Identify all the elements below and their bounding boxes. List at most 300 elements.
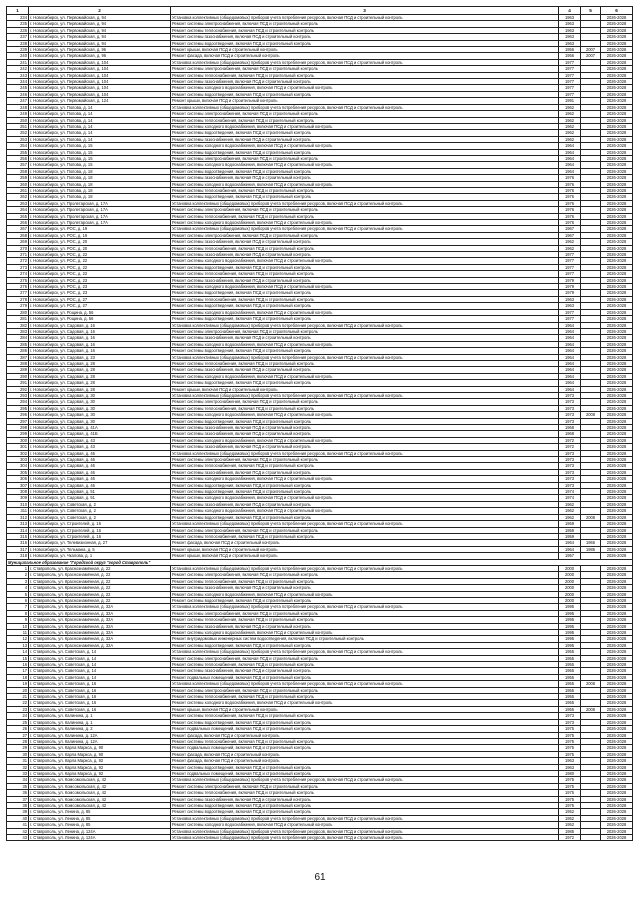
table-cell: 313 xyxy=(7,521,29,527)
table-cell: 276 xyxy=(7,284,29,290)
table-cell: 296 xyxy=(7,412,29,418)
table-cell: Ремонт системы водоотведения, включая ПСД и строительный контроль xyxy=(171,348,559,354)
table-cell: 309 xyxy=(7,495,29,501)
table-cell: г. Ставрополь, ул. Краснознамённая, д. 22 xyxy=(29,578,171,584)
header-cell: 1 xyxy=(7,7,29,15)
table-cell: 1995 xyxy=(559,630,581,636)
table-cell: Ремонт системы холодного водоснабжения, включая ПСД и строительный контроль xyxy=(171,700,559,706)
table-cell: Ремонт фасада, включая ПСД и строительный контроль xyxy=(171,732,559,738)
table-cell: 1964 xyxy=(559,373,581,379)
table-cell: г. Ставрополь, ул. Советская, д. 16 xyxy=(29,687,171,693)
table-cell: 24 xyxy=(7,713,29,719)
table-cell: Ремонт системы теплоснабжения, включая ПСД и строительный контроль xyxy=(171,578,559,584)
table-cell: 1956 xyxy=(559,53,581,59)
table-cell: г. Новосибирск, ул. Пролетарская, д. 17А xyxy=(29,213,171,219)
table-cell: Ремонт системы электроснабжения, включая ПСД и строительный контроль xyxy=(171,687,559,693)
table-cell: 2026-2028 xyxy=(601,162,633,168)
table-cell: 1977 xyxy=(559,252,581,258)
table-cell: г. Ставрополь, ул. Калинина, д. 12А xyxy=(29,732,171,738)
table-cell: 2026-2028 xyxy=(601,187,633,193)
table-cell: Ремонт системы холодного водоснабжения, включая ПСД и строительный контроль xyxy=(171,412,559,418)
table-cell: 2026-2028 xyxy=(601,392,633,398)
table-cell: Ремонт системы водоотведения, включая ПСД и строительный контроль xyxy=(171,809,559,815)
table-cell: 259 xyxy=(7,175,29,181)
table-cell: Ремонт системы водоотведения, включая ПСД и строительный контроль xyxy=(171,264,559,270)
table-cell: 252 xyxy=(7,130,29,136)
table-cell: 2026-2028 xyxy=(601,533,633,539)
table-cell: Ремонт крыши, включая ПСД и строительный контроль xyxy=(171,47,559,53)
table-cell: 31 xyxy=(7,758,29,764)
table-cell: 302 xyxy=(7,450,29,456)
table-cell: 1966 xyxy=(581,540,601,546)
table-cell: г. Новосибирск, ул. Садовая, д. 41А xyxy=(29,425,171,431)
table-cell: 1963 xyxy=(559,34,581,40)
table-cell: 1977 xyxy=(559,85,581,91)
table-cell: г. Ставрополь, ул. Советская, д. 16 xyxy=(29,681,171,687)
table-cell: 1979 xyxy=(559,277,581,283)
table-cell: Ремонт системы холодного водоснабжения, включая ПСД и строительный контроль xyxy=(171,284,559,290)
table-cell: 2008 xyxy=(581,681,601,687)
table-cell: 1962 xyxy=(559,104,581,110)
table-cell: г. Новосибирск, ул. Попова, д. 14 xyxy=(29,136,171,142)
table-cell: г. Новосибирск, ул. Попова, д. 15 xyxy=(29,155,171,161)
table-cell: Ремонт системы водоотведения, включая ПСД и строительный контроль xyxy=(171,764,559,770)
table-cell: 17 xyxy=(7,668,29,674)
table-cell: 2026-2028 xyxy=(601,764,633,770)
table-cell: 1975 xyxy=(559,726,581,732)
table-cell: 267 xyxy=(7,226,29,232)
table-cell: г. Новосибирск, ул. Садовая, д. 30 xyxy=(29,399,171,405)
table-cell: г. Новосибирск, ул. РОС, д. 23 xyxy=(29,284,171,290)
table-cell: Ремонт системы газоснабжения, включая ПСД и строительный контроль xyxy=(171,796,559,802)
table-cell: 2026-2028 xyxy=(601,482,633,488)
table-cell: г. Ставрополь, ул. Советская, д. 16 xyxy=(29,700,171,706)
table-cell: 1979 xyxy=(559,290,581,296)
table-cell: г. Новосибирск, ул. Первомайская, д. 94 xyxy=(29,27,171,33)
table-cell: Ремонт фасада, включая ПСД и строительный контроль xyxy=(171,751,559,757)
table-cell: 1976 xyxy=(559,220,581,226)
table-cell: г. Новосибирск, ул. Садовая, д. 16 xyxy=(29,341,171,347)
table-cell: 306 xyxy=(7,476,29,482)
table-cell: 1977 xyxy=(559,91,581,97)
table-cell: 2026-2028 xyxy=(601,252,633,258)
table-cell: г. Ставрополь, ул. Комсомольская, д. 42 xyxy=(29,802,171,808)
table-cell: Ремонт подвальных помещений, включая ПСД и строительный контроль xyxy=(171,726,559,732)
table-cell: 2026-2028 xyxy=(601,540,633,546)
table-cell: 30 xyxy=(7,751,29,757)
table-cell: Ремонт системы теплоснабжения, включая ПСД и строительный контроль xyxy=(171,713,559,719)
table-cell: 10 xyxy=(7,623,29,629)
table-cell: 1962 xyxy=(559,245,581,251)
table-cell: 1979 xyxy=(559,284,581,290)
table-cell: г. Новосибирск, ул. РОС, д. 19 xyxy=(29,226,171,232)
table-cell: 1955 xyxy=(559,655,581,661)
table-cell: 1995 xyxy=(559,642,581,648)
table-cell: 281 xyxy=(7,316,29,322)
table-cell: 1977 xyxy=(559,79,581,85)
table-cell: Ремонт системы электроснабжения, включая ПСД и строительный контроль xyxy=(171,610,559,616)
table-cell: Ремонт системы холодного водоснабжения, включая ПСД и строительный контроль xyxy=(171,143,559,149)
table-cell: 269 xyxy=(7,239,29,245)
table-cell: Ремонт системы теплоснабжения, включая ПСД и строительный контроль xyxy=(171,738,559,744)
table-cell: 250 xyxy=(7,117,29,123)
table-cell: г. Новосибирск, ул. Рощина, д. 56 xyxy=(29,309,171,315)
table-cell: 1975 xyxy=(559,783,581,789)
table-cell: 235 xyxy=(7,21,29,27)
table-cell: Ремонт системы электроснабжения, включая ПСД и строительный контроль xyxy=(171,21,559,27)
table-cell: Ремонт системы холодного водоснабжения, включая ПСД и строительный контроль xyxy=(171,373,559,379)
table-cell: 1973 xyxy=(559,418,581,424)
table-cell: 1964 xyxy=(559,322,581,328)
table-cell: 2026-2028 xyxy=(601,130,633,136)
table-cell: 260 xyxy=(7,181,29,187)
table-cell: 2026-2028 xyxy=(601,630,633,636)
table-cell: г. Ставрополь, ул. Ленина, д. 85 xyxy=(29,809,171,815)
table-cell: 2026-2028 xyxy=(601,418,633,424)
table-cell: 2026-2028 xyxy=(601,610,633,616)
table-cell: г. Ставрополь, ул. Краснознамённая, д. 22 xyxy=(29,572,171,578)
table-cell: 1955 xyxy=(559,668,581,674)
table-cell: Ремонт системы газоснабжения, включая ПСД и строительный контроль xyxy=(171,431,559,437)
table-cell: г. Новосибирск, ул. Садовая, д. 28 xyxy=(29,373,171,379)
table-cell: г. Новосибирск, ул. Рощина, д. 56 xyxy=(29,316,171,322)
table-cell: 1995 xyxy=(559,623,581,629)
table-cell: г. Новосибирск, ул. Садовая, д. 46 xyxy=(29,469,171,475)
table-cell: 2026-2028 xyxy=(601,373,633,379)
table-cell: г. Новосибирск, ул. РОС, д. 23 xyxy=(29,277,171,283)
table-cell: Ремонт системы газоснабжения, включая ПСД и строительный контроль xyxy=(171,501,559,507)
table-cell: Ремонт системы теплоснабжения, включая ПСД и строительный контроль xyxy=(171,245,559,251)
table-cell: г. Новосибирск, ул. Первомайская, д. 104 xyxy=(29,91,171,97)
table-cell: 2026-2028 xyxy=(601,117,633,123)
table-cell: 2026-2028 xyxy=(601,476,633,482)
table-cell: Ремонт системы теплоснабжения, включая ПСД и строительный контроль xyxy=(171,533,559,539)
table-cell: 297 xyxy=(7,418,29,424)
table-cell: 1977 xyxy=(559,309,581,315)
table-cell: Ремонт системы водоотведения, включая ПСД и строительный контроль xyxy=(171,290,559,296)
table-cell: 261 xyxy=(7,187,29,193)
table-cell: г. Ставрополь, ул. Краснознамённая, д. 32А xyxy=(29,617,171,623)
table-cell: 2026-2028 xyxy=(601,380,633,386)
table-cell: Установка коллективных (общедомовых) приборов учета потребления ресурсов, включая ПСД и строительный контроль xyxy=(171,777,559,783)
table-cell: г. Новосибирск, ул. Садовая, д. 16 xyxy=(29,328,171,334)
table-cell: г. Ставрополь, ул. Советская, д. 14 xyxy=(29,649,171,655)
table-cell: 2026-2028 xyxy=(601,149,633,155)
table-cell: 244 xyxy=(7,79,29,85)
table-cell: Ремонт системы газоснабжения, включая ПСД и строительный контроль xyxy=(171,469,559,475)
table-cell: г. Новосибирск, ул. Чкалова, д. 1 xyxy=(29,553,171,559)
table-cell: 2026-2028 xyxy=(601,271,633,277)
table-cell: 1964 xyxy=(559,360,581,366)
table-cell: 2008 xyxy=(581,514,601,520)
table-cell: 251 xyxy=(7,123,29,129)
table-cell: 2026-2028 xyxy=(601,662,633,668)
table-cell: 1973 xyxy=(559,392,581,398)
table-cell: 1975 xyxy=(559,732,581,738)
table-cell: 2026-2028 xyxy=(601,706,633,712)
table-cell: г. Новосибирск, ул. РОС, д. 27 xyxy=(29,296,171,302)
table-cell: г. Новосибирск, ул. Садовая, д. 28 xyxy=(29,367,171,373)
table-cell: 1964 xyxy=(559,380,581,386)
table-cell: 2026-2028 xyxy=(601,168,633,174)
table-body xyxy=(7,15,633,841)
table-cell: 2026-2028 xyxy=(601,98,633,104)
table-cell: 1959 xyxy=(559,521,581,527)
table-cell: 301 xyxy=(7,444,29,450)
table-cell: Ремонт системы электроснабжения, включая ПСД и строительный контроль xyxy=(171,232,559,238)
table-cell: 1964 xyxy=(559,348,581,354)
table-cell: 2026-2028 xyxy=(601,681,633,687)
table-cell: Ремонт фасада, включая ПСД и строительный контроль xyxy=(171,540,559,546)
table-cell: 1952 xyxy=(559,809,581,815)
table-cell: 2026-2028 xyxy=(601,194,633,200)
table-cell: 1963 xyxy=(559,764,581,770)
table-cell: 1955 xyxy=(559,694,581,700)
table-cell: 16 xyxy=(7,662,29,668)
repair-schedule-table xyxy=(6,6,633,841)
table-cell: Ремонт системы газоснабжения, включая ПСД и строительный контроль xyxy=(171,585,559,591)
table-cell: 12 xyxy=(7,636,29,642)
table-cell: 32 xyxy=(7,764,29,770)
table-cell: 298 xyxy=(7,425,29,431)
table-cell: г. Новосибирск, ул. Пролетарская, д. 17А xyxy=(29,207,171,213)
table-cell: 1955 xyxy=(559,706,581,712)
table-cell: Ремонт системы холодного водоснабжения, включая ПСД и строительный контроль xyxy=(171,162,559,168)
table-cell: 1964 xyxy=(559,143,581,149)
table-cell: 2026-2028 xyxy=(601,354,633,360)
table-cell: г. Новосибирск, ул. РОС, д. 22 xyxy=(29,252,171,258)
header-cell: 3 xyxy=(171,7,559,15)
table-cell: Ремонт крыши, включая ПСД и строительный контроль xyxy=(171,98,559,104)
document-sheet xyxy=(6,6,632,841)
table-cell: 2026-2028 xyxy=(601,572,633,578)
table-cell: 2026-2028 xyxy=(601,284,633,290)
table-cell: 2026-2028 xyxy=(601,591,633,597)
table-cell: 25 xyxy=(7,719,29,725)
table-cell: 1975 xyxy=(559,777,581,783)
table-cell: Ремонт системы водоотведения, включая ПСД и строительный контроль xyxy=(171,303,559,309)
table-cell: 1962 xyxy=(559,123,581,129)
table-cell: 20 xyxy=(7,687,29,693)
table-cell: 1962 xyxy=(559,508,581,514)
table-cell: 1962 xyxy=(559,130,581,136)
table-cell: Ремонт крыши, включая ПСД и строительный контроль xyxy=(171,386,559,392)
table-cell: г. Ставрополь, ул. Карла Маркса, д. 92 xyxy=(29,764,171,770)
table-cell: 266 xyxy=(7,220,29,226)
table-cell: 1962 xyxy=(559,117,581,123)
table-cell: 1976 xyxy=(559,187,581,193)
table-cell: 2026-2028 xyxy=(601,649,633,655)
table-cell: Ремонт системы электроснабжения, включая ПСД и строительный контроль xyxy=(171,155,559,161)
table-cell: 314 xyxy=(7,527,29,533)
table-cell: 1964 xyxy=(559,162,581,168)
table-cell: 2026-2028 xyxy=(601,59,633,65)
table-cell: г. Ставрополь, ул. Советская, д. 14 xyxy=(29,655,171,661)
table-cell: 277 xyxy=(7,290,29,296)
table-cell: 1963 xyxy=(559,21,581,27)
table-cell: г. Новосибирск, ул. Садовая, д. 46 xyxy=(29,457,171,463)
table-cell: 2026-2028 xyxy=(601,437,633,443)
table-cell: 1967 xyxy=(559,232,581,238)
table-cell: г. Новосибирск, ул. РОС, д. 22 xyxy=(29,271,171,277)
table-cell: Ремонт системы теплоснабжения, включая ПСД и строительный контроль xyxy=(171,271,559,277)
table-cell: 258 xyxy=(7,168,29,174)
table-cell: 1977 xyxy=(559,59,581,65)
table-cell: 1964 xyxy=(559,168,581,174)
table-cell: 2026-2028 xyxy=(601,386,633,392)
table-cell: 13 xyxy=(7,642,29,648)
table-cell: 278 xyxy=(7,296,29,302)
table-cell: Установка коллективных (общедомовых) приборов учета потребления ресурсов, включая ПСД и строительный контроль xyxy=(171,450,559,456)
table-cell: г. Новосибирск, ул. Первомайская, д. 104 xyxy=(29,59,171,65)
table-cell: 1955 xyxy=(559,662,581,668)
table-cell: 9 xyxy=(7,617,29,623)
table-cell: г. Ставрополь, ул. Калинина, д. 2 xyxy=(29,726,171,732)
table-cell: Ремонт крыши, включая ПСД и строительный контроль xyxy=(171,553,559,559)
table-cell: Ремонт системы холодного водоснабжения, включая ПСД и строительный контроль xyxy=(171,181,559,187)
table-cell: Ремонт системы водоотведения, включая ПСД и строительный контроль xyxy=(171,316,559,322)
table-cell: 2026-2028 xyxy=(601,104,633,110)
table-cell: 1962 xyxy=(559,239,581,245)
table-cell: 1967 xyxy=(559,226,581,232)
table-cell: г. Новосибирск, ул. Строителей, д. 16 xyxy=(29,533,171,539)
table-cell: г. Новосибирск, ул. Первомайская, д. 94 xyxy=(29,15,171,21)
table-cell: Ремонт системы водоотведения, включая ПСД и строительный контроль xyxy=(171,91,559,97)
table-cell: 247 xyxy=(7,98,29,104)
table-cell: Ремонт системы водоотведения, включая ПСД и строительный контроль xyxy=(171,642,559,648)
table-cell: 1957 xyxy=(559,553,581,559)
table-cell: 2026-2028 xyxy=(601,790,633,796)
table-cell: 303 xyxy=(7,457,29,463)
table-cell: Ремонт внутридомовых инженерных систем водоотведения, включая ПСД и строительный контроль xyxy=(171,636,559,642)
table-cell: 2026-2028 xyxy=(601,239,633,245)
table-cell: 11 xyxy=(7,630,29,636)
table-cell: 19 xyxy=(7,681,29,687)
table-cell: 2026-2028 xyxy=(601,719,633,725)
table-cell: 294 xyxy=(7,399,29,405)
table-cell: г. Новосибирск, ул. Телевизионная, д. 27 xyxy=(29,540,171,546)
table-cell: 39 xyxy=(7,809,29,815)
table-cell: 2026-2028 xyxy=(601,495,633,501)
table-cell: 254 xyxy=(7,143,29,149)
table-cell: 2026-2028 xyxy=(601,726,633,732)
table-cell: г. Новосибирск, ул. Садовая, д. 28 xyxy=(29,360,171,366)
table-cell: Ремонт подвальных помещений, включая ПСД и строительный контроль xyxy=(171,770,559,776)
table-cell: 2026-2028 xyxy=(601,296,633,302)
table-cell: Установка коллективных (общедомовых) приборов учета потребления ресурсов, включая ПСД и строительный контроль xyxy=(171,15,559,21)
table-cell: г. Ставрополь, ул. Калинина, д. 1 xyxy=(29,719,171,725)
table-cell: 2026-2028 xyxy=(601,316,633,322)
table-cell: Ремонт системы холодного водоснабжения, включая ПСД и строительный контроль xyxy=(171,258,559,264)
table-cell: 2026-2028 xyxy=(601,738,633,744)
table-cell: г. Новосибирск, ул. Первомайская, д. 96 xyxy=(29,47,171,53)
table-cell: 7 xyxy=(7,604,29,610)
table-cell: 1963 xyxy=(559,303,581,309)
table-cell: 234 xyxy=(7,15,29,21)
table-cell: 2026-2028 xyxy=(601,66,633,72)
table-cell: 1972 xyxy=(559,835,581,841)
table-cell: 1975 xyxy=(559,802,581,808)
table-cell: г. Ставрополь, ул. Советская, д. 14 xyxy=(29,662,171,668)
table-cell: Ремонт системы холодного водоснабжения, включая ПСД и строительный контроль xyxy=(171,495,559,501)
table-cell: Установка коллективных (общедомовых) приборов учета потребления ресурсов, включая ПСД и строительный контроль xyxy=(171,521,559,527)
table-cell: 1977 xyxy=(559,264,581,270)
table-cell: г. Новосибирск, ул. Первомайская, д. 94 xyxy=(29,21,171,27)
table-cell: 1985 xyxy=(581,546,601,552)
table-cell: 292 xyxy=(7,386,29,392)
table-cell: Ремонт системы теплоснабжения, включая ПСД и строительный контроль xyxy=(171,27,559,33)
table-cell: 1974 xyxy=(559,495,581,501)
table-cell: 1973 xyxy=(559,482,581,488)
table-cell: Ремонт системы холодного водоснабжения, включая ПСД и строительный контроль xyxy=(171,437,559,443)
table-cell: 36 xyxy=(7,790,29,796)
table-cell: 1975 xyxy=(559,796,581,802)
table-cell: 1964 xyxy=(559,367,581,373)
table-cell: 2026-2028 xyxy=(601,200,633,206)
table-cell: 249 xyxy=(7,111,29,117)
table-cell: 2026-2028 xyxy=(601,796,633,802)
table-cell: 2026-2028 xyxy=(601,623,633,629)
table-cell: г. Новосибирск, ул. Тельмана, д. 5 xyxy=(29,546,171,552)
table-header-row xyxy=(7,7,633,15)
table-cell: 1968 xyxy=(559,425,581,431)
table-cell: г. Новосибирск, ул. Садовая, д. 51 xyxy=(29,495,171,501)
table-cell: г. Ставрополь, ул. Комсомольская, д. 42 xyxy=(29,783,171,789)
table-cell: 1976 xyxy=(559,175,581,181)
table-cell: 2026-2028 xyxy=(601,835,633,841)
table-cell: 1963 xyxy=(559,27,581,33)
table-cell: 2026-2028 xyxy=(601,27,633,33)
table-cell: 2026-2028 xyxy=(601,617,633,623)
table-cell: Ремонт системы газоснабжения, включая ПСД и строительный контроль xyxy=(171,425,559,431)
table-cell: 1955 xyxy=(559,649,581,655)
table-cell: Ремонт системы холодного водоснабжения, включая ПСД и строительный контроль xyxy=(171,591,559,597)
table-cell: 1975 xyxy=(559,738,581,744)
table-cell: Ремонт системы теплоснабжения, включая ПСД и строительный контроль xyxy=(171,405,559,411)
header-cell: 4 xyxy=(559,7,581,15)
table-cell: 1955 xyxy=(559,687,581,693)
table-cell: 4 xyxy=(7,585,29,591)
table-cell: 1991 xyxy=(559,98,581,104)
table-cell: Ремонт системы электроснабжения, включая ПСД и строительный контроль xyxy=(171,783,559,789)
table-cell: 2026-2028 xyxy=(601,508,633,514)
table-cell: 253 xyxy=(7,136,29,142)
table-cell: Ремонт системы водоотведения, включая ПСД и строительный контроль xyxy=(171,482,559,488)
table-cell: 2026-2028 xyxy=(601,85,633,91)
table-cell: 1973 xyxy=(559,399,581,405)
table-cell: г. Новосибирск, ул. Садовая, д. 41Б xyxy=(29,431,171,437)
table-cell: 243 xyxy=(7,72,29,78)
table-cell: 1975 xyxy=(559,790,581,796)
table-cell: 2026-2028 xyxy=(601,822,633,828)
table-cell: 237 xyxy=(7,34,29,40)
table-cell: 2026-2028 xyxy=(601,687,633,693)
table-cell: Ремонт системы водоотведения, включая ПСД и строительный контроль xyxy=(171,194,559,200)
table-cell: г. Новосибирск, ул. Попова, д. 14 xyxy=(29,104,171,110)
table-cell: 240 xyxy=(7,53,29,59)
table-cell: 2026-2028 xyxy=(601,399,633,405)
table-cell: 1977 xyxy=(559,258,581,264)
table-cell: 2026-2028 xyxy=(601,360,633,366)
table-cell: Ремонт системы теплоснабжения, включая ПСД и строительный контроль xyxy=(171,694,559,700)
table-cell: г. Ставрополь, ул. Советская, д. 16 xyxy=(29,694,171,700)
table-cell: 1976 xyxy=(559,181,581,187)
table-cell: г. Ставрополь, ул. Краснознамённая, д. 32А xyxy=(29,610,171,616)
table-cell: 242 xyxy=(7,66,29,72)
table-cell: г. Новосибирск, ул. Попова, д. 18 xyxy=(29,181,171,187)
table-cell: г. Ставрополь, ул. Калинина, д. 1 xyxy=(29,713,171,719)
table-cell: 2026-2028 xyxy=(601,136,633,142)
